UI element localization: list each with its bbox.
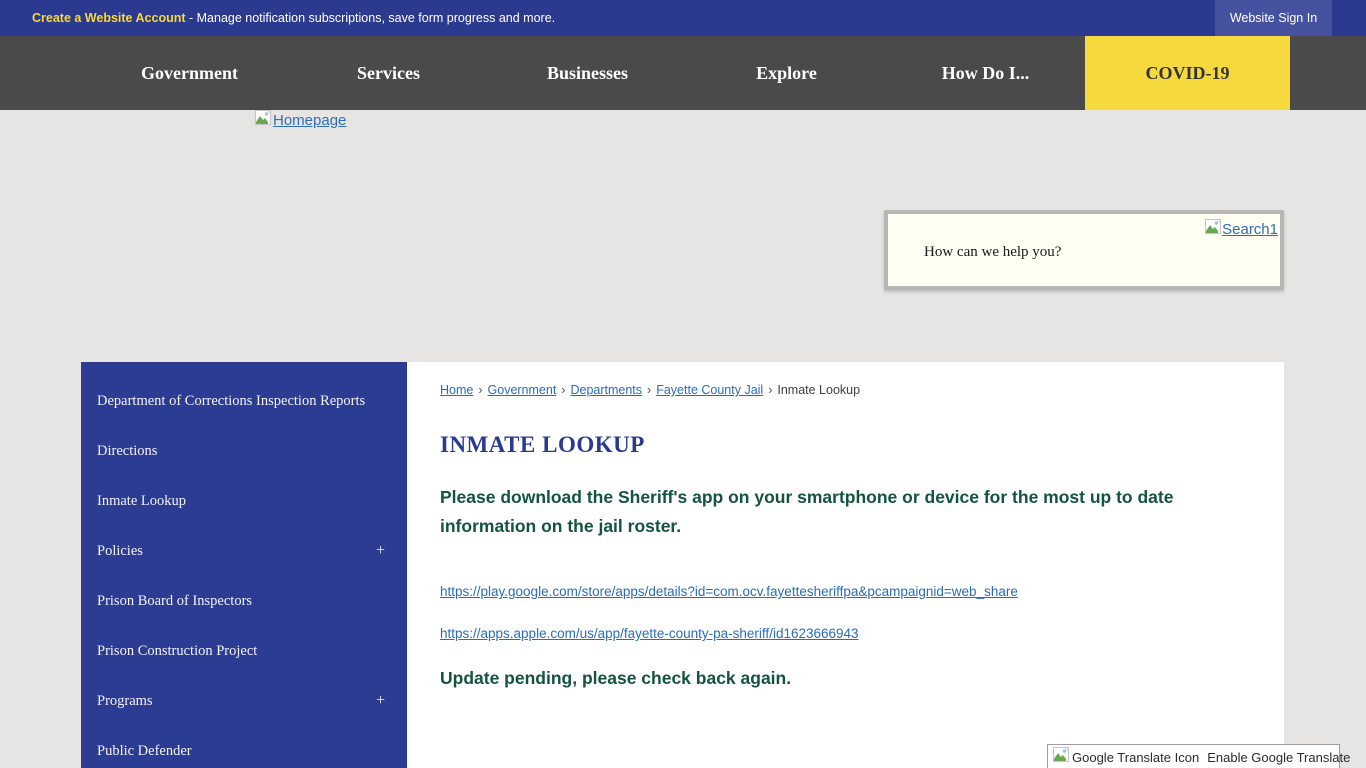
sidebar-item-label: Department of Corrections Inspection Reports (97, 392, 366, 409)
sidebar-item-inmate-lookup[interactable] (81, 476, 407, 526)
breadcrumb-government[interactable]: Government (487, 383, 557, 397)
sidebar-item-public-defender[interactable] (81, 726, 407, 768)
expand-plus-icon[interactable]: + (375, 692, 385, 709)
nav-item-businesses[interactable]: Businesses (546, 63, 629, 83)
breadcrumb-current-page: Inmate Lookup (777, 383, 861, 397)
breadcrumb-separator: › (561, 383, 566, 397)
sidebar-item-label: Inmate Lookup (97, 492, 186, 509)
breadcrumb-separator: › (647, 383, 652, 397)
sidebar-item-prison-board[interactable] (81, 576, 407, 626)
search-placeholder: How can we help you? (924, 244, 1062, 260)
homepage-link[interactable] (255, 110, 346, 130)
nav-item-explore[interactable]: Explore (756, 63, 817, 83)
translate-icon-alt-text: Google Translate Icon (1072, 749, 1200, 765)
broken-image-icon (1205, 219, 1221, 239)
sidebar-item-directions[interactable] (81, 426, 407, 476)
site-search-box[interactable] (884, 210, 1284, 290)
intro-paragraph: Please download the Sheriff's app on your smartphone or device for the most up to date information on the jail roster. (440, 487, 1174, 536)
broken-image-icon (1053, 747, 1069, 767)
search-submit-label[interactable]: Search1 (1222, 220, 1278, 238)
update-status-text: Update pending, please check back again. (440, 668, 792, 688)
sidebar-item-policies[interactable] (81, 526, 407, 576)
page-title: INMATE LOOKUP (440, 432, 645, 457)
apple-store-link[interactable]: https://apps.apple.com/us/app/fayette-county-pa-sheriff/id1623666943 (440, 626, 859, 641)
breadcrumb-separator: › (768, 383, 773, 397)
sidebar-item-doc-inspection-reports[interactable] (81, 376, 407, 426)
sidebar-item-label: Policies (97, 542, 143, 559)
sidebar-item-prison-construction[interactable] (81, 626, 407, 676)
create-account-link[interactable]: Create a Website Account (32, 11, 186, 25)
breadcrumb-home[interactable]: Home (440, 383, 474, 397)
sidebar-item-label: Directions (97, 442, 158, 459)
sidebar-item-programs[interactable] (81, 676, 407, 726)
nav-item-how-do-i[interactable]: How Do I... (941, 63, 1030, 83)
search-submit-link[interactable] (1205, 219, 1278, 239)
google-translate-widget[interactable] (1047, 744, 1351, 768)
enable-google-translate-label[interactable]: Enable Google Translate (1207, 749, 1351, 765)
nav-item-covid19[interactable]: COVID-19 (1085, 36, 1290, 110)
sidebar-item-label: Prison Board of Inspectors (97, 592, 253, 609)
breadcrumb (440, 383, 860, 397)
sidebar-item-label: Public Defender (97, 742, 192, 759)
broken-image-icon (255, 110, 271, 130)
account-banner-description: - Manage notification subscriptions, save form progress and more. (185, 11, 556, 25)
main-navigation (0, 36, 1366, 110)
breadcrumb-fayette-county-jail[interactable]: Fayette County Jail (656, 383, 764, 397)
breadcrumb-separator: › (478, 383, 483, 397)
sidebar-item-label: Programs (97, 692, 153, 709)
sidebar-item-label: Prison Construction Project (97, 642, 258, 659)
nav-item-government[interactable]: Government (141, 63, 238, 83)
sidebar-menu (81, 362, 407, 768)
homepage-link-label[interactable]: Homepage (273, 111, 347, 129)
website-sign-in-button[interactable]: Website Sign In (1215, 0, 1332, 36)
google-play-link[interactable]: https://play.google.com/store/apps/details?id=com.ocv.fayettesheriffpa&pcampaignid=web_share (440, 584, 1018, 599)
account-banner-text (32, 0, 555, 36)
top-account-bar (0, 0, 1366, 36)
nav-item-services[interactable]: Services (357, 63, 420, 83)
expand-plus-icon[interactable]: + (375, 542, 385, 559)
breadcrumb-departments[interactable]: Departments (570, 383, 643, 397)
